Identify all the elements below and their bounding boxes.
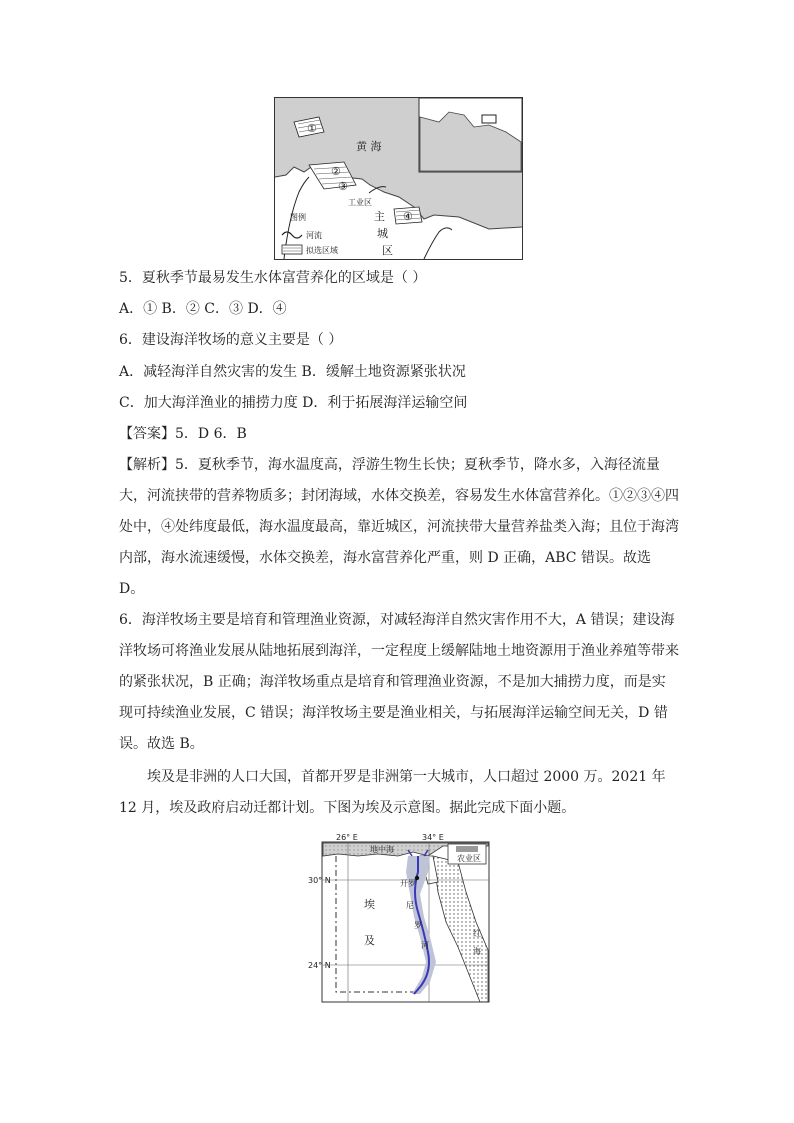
svg-text:图例: 图例	[290, 213, 306, 222]
analysis-6: 6．海洋牧场主要是培育和管理渔业资源，对减轻海洋自然灾害作用不大，A 错误；建设海洋牧场可将渔业发展从陆地拓展到海洋，一定程度上缓解陆地土地资源用于渔业养殖等带来的紧张状况，B 正确；海洋牧场重点是培育和管理渔业资源，不是加大捕捞力度，而是实现可持续渔业发展，C 错误；海洋牧场主要是渔业相关，与拓展海洋运输空间无关，D 错误。故选 B。	[119, 612, 679, 752]
analysis-5: 【解析】5．夏秋季节，海水温度高，浮游生物生长快；夏秋季节，降水多，入海径流量大，河流挟带的营养物质多；封闭海域，水体交换差，容易发生水体富营养化。①②③④四处中，④处纬度最低，海水温度最高，靠近城区，河流挟带大量营养盐类入海；且位于海湾内部，海水流速缓慢，水体交换差，海水富营养化严重，则 D 正确，ABC 错误。故选 D。	[119, 457, 679, 597]
svg-text:24° N: 24° N	[308, 961, 331, 970]
svg-text:30° N: 30° N	[308, 876, 331, 885]
question-6-options-ab: A．减轻海洋自然灾害的发生 B．缓解土地资源紧张状况	[119, 364, 466, 380]
egypt-intro: 埃及是非洲的人口大国，首都开罗是非洲第一大城市，人口超过 2000 万。2021 年 12 月，埃及政府启动迁都计划。下图为埃及示意图。据此完成下面小题。	[119, 769, 666, 816]
svg-text:工业区: 工业区	[348, 198, 372, 207]
svg-text:34° E: 34° E	[422, 833, 444, 842]
svg-text:尼: 尼	[406, 901, 414, 910]
svg-text:红: 红	[473, 929, 481, 938]
svg-text:黄 海: 黄 海	[356, 140, 382, 153]
answer-line: 【答案】5．D 6．B	[119, 426, 247, 442]
svg-text:及: 及	[364, 934, 375, 947]
analysis-block	[119, 450, 679, 760]
svg-text:农业区: 农业区	[457, 854, 481, 863]
svg-text:①: ①	[307, 122, 317, 135]
svg-text:拟选区域: 拟选区域	[306, 246, 338, 255]
question-5-stem: 5．夏秋季节最易发生水体富营养化的区域是（ ）	[119, 270, 427, 286]
question-6-options-cd: C．加大海洋渔业的捕捞力度 D．利于拓展海洋运输空间	[119, 395, 468, 411]
svg-text:②: ②	[331, 165, 341, 178]
svg-text:区: 区	[382, 244, 393, 257]
svg-text:④: ④	[403, 210, 413, 223]
zone-4	[394, 207, 422, 224]
svg-text:26° E: 26° E	[336, 833, 358, 842]
svg-text:地中海: 地中海	[370, 845, 394, 854]
question-6-stem: 6．建设海洋牧场的意义主要是（ ）	[119, 332, 343, 348]
svg-text:罗: 罗	[414, 921, 422, 930]
svg-text:河: 河	[421, 941, 429, 950]
svg-text:主: 主	[374, 210, 385, 223]
svg-text:开罗: 开罗	[400, 879, 416, 888]
svg-text:③: ③	[338, 180, 348, 193]
svg-text:埃: 埃	[364, 898, 375, 911]
svg-text:海: 海	[473, 947, 481, 956]
svg-text:城: 城	[377, 227, 388, 240]
marine-ranch-map	[274, 97, 523, 260]
question-5-options: A．① B．② C．③ D．④	[119, 301, 287, 317]
egypt-map	[308, 832, 494, 1004]
svg-text:河流: 河流	[306, 231, 322, 240]
